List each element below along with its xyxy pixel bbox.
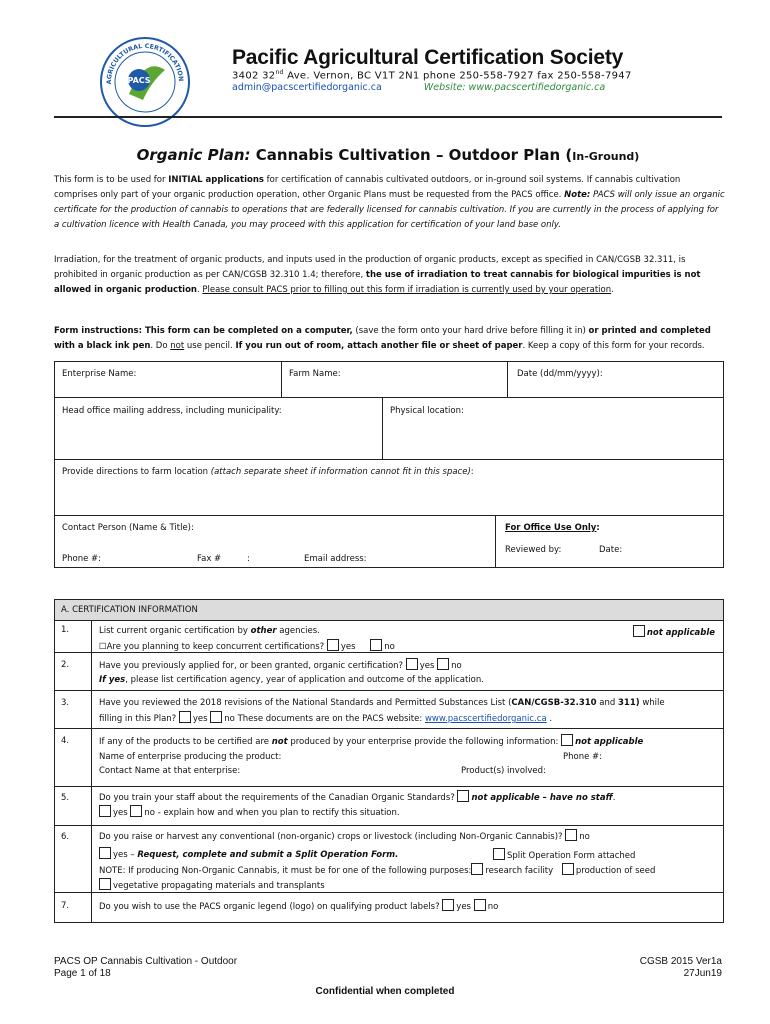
q3-no-checkbox[interactable]: [210, 711, 222, 723]
pacs-seal-icon: [99, 36, 191, 128]
q1-no-checkbox[interactable]: [370, 639, 382, 651]
section-heading: A. CERTIFICATION INFORMATION: [55, 600, 723, 621]
q3-yes-checkbox[interactable]: [179, 711, 191, 723]
confidential-notice: Confidential when completed: [315, 986, 455, 997]
q1-concurrent: ☐Are you planning to keep concurrent certifications? yes no: [99, 639, 719, 655]
q6-research-checkbox[interactable]: [471, 863, 483, 875]
fax-colon: :: [247, 554, 250, 564]
form-instructions: Form instructions: This form can be completed on a computer, (save the form onto your hard drive before filling it in) or printed and completed with a black ink pen. Do not use pencil. If you run out of room, attach another file or sheet of paper. Keep a copy of this form for your records.: [54, 326, 711, 351]
website-link[interactable]: Website: www.pacscertifiedorganic.ca: [423, 82, 606, 93]
q5-not-applicable-checkbox[interactable]: [457, 790, 469, 802]
q2-text: Have you previously applied for, or been granted, organic certification? yes no: [99, 658, 719, 674]
q5-no-checkbox[interactable]: [130, 805, 142, 817]
q6-split-option: Split Operation Form attached: [493, 848, 635, 863]
q6-veg-checkbox[interactable]: [99, 878, 111, 890]
date-field[interactable]: Date (dd/mm/yyyy):: [517, 369, 603, 379]
directions-field[interactable]: Provide directions to farm location (attach separate sheet if information cannot fit in this space):: [62, 467, 474, 477]
q5-text: Do you train your staff about the requirements of the Canadian Organic Standards? not applicable – have no staff.: [99, 790, 719, 806]
phone-field[interactable]: Phone #:: [62, 554, 102, 564]
q7-text: Do you wish to use the PACS organic legend (logo) on qualifying product labels? yes no: [99, 899, 719, 915]
q6-veg-option: vegetative propagating materials and transplants: [99, 878, 719, 894]
q3-text: Have you reviewed the 2018 revisions of the National Standards and Permitted Substances List (CAN/CGSB-32.310 and 311) while: [99, 698, 665, 708]
q4-products-field[interactable]: Product(s) involved:: [461, 766, 546, 776]
fax-field[interactable]: Fax #: [197, 554, 222, 564]
office-use-label: For Office Use Only:: [505, 523, 600, 533]
q2-no-checkbox[interactable]: [437, 658, 449, 670]
certification-info-table: [54, 599, 724, 923]
head-office-address-field[interactable]: Head office mailing address, including municipality:: [62, 406, 282, 416]
svg-text:PACIFIC AGRICULTURAL CERTIFICA: AGRICULTURAL CERTIFICATION: [105, 42, 185, 85]
enterprise-info-table: [54, 361, 724, 568]
q4-text: If any of the products to be certified are not produced by your enterprise provide the following information: not applicable: [99, 734, 719, 750]
q6-no-checkbox[interactable]: [565, 829, 577, 841]
page-title: Organic Plan: Cannabis Cultivation – Outdoor Plan (In-Ground): [136, 146, 640, 164]
farm-name-field[interactable]: Farm Name:: [289, 369, 341, 379]
q6-text: Do you raise or harvest any conventional (non-organic) crops or livestock (including Non-Organic Cannabis)? no: [99, 829, 719, 845]
physical-location-field[interactable]: Physical location:: [390, 406, 464, 416]
contact-person-field[interactable]: Contact Person (Name & Title):: [62, 523, 194, 533]
q7-number: 7.: [61, 901, 70, 911]
org-address: 3402 32nd Ave. Vernon, BC V1T 2N1 phone 250-558-7927 fax 250-558-7947: [232, 69, 632, 82]
q5-number: 5.: [61, 793, 70, 803]
pacs-website-link[interactable]: www.pacscertifiedorganic.ca: [424, 714, 547, 724]
q3-number: 3.: [61, 698, 70, 708]
q5-yes-checkbox[interactable]: [99, 805, 111, 817]
q2-yes-checkbox[interactable]: [406, 658, 418, 670]
footer-page-number: Page 1 of 18: [54, 968, 111, 979]
q6-seed-checkbox[interactable]: [562, 863, 574, 875]
q7-no-checkbox[interactable]: [474, 899, 486, 911]
q1-number: 1.: [61, 625, 70, 635]
q6-number: 6.: [61, 832, 70, 842]
q2-subtext: If yes, please list certification agency, year of application and outcome of the application.: [99, 675, 484, 685]
q1-yes-checkbox[interactable]: [327, 639, 339, 651]
q1-not-applicable-checkbox[interactable]: not applicable: [633, 625, 715, 638]
q4-contact-field[interactable]: Contact Name at that enterprise:: [99, 766, 241, 776]
footer-left: [54, 956, 237, 980]
footer-version: CGSB 2015 Ver1a: [639, 956, 722, 967]
q6-note: NOTE: If producing Non-Organic Cannabis, it must be for one of the following purposes: research facility production of seed: [99, 863, 719, 879]
svg-text:PACS: PACS: [127, 76, 151, 85]
q7-yes-checkbox[interactable]: [442, 899, 454, 911]
irradiation-consult-link: Please consult PACS prior to filling out this form if irradiation is currently used by your operation: [202, 285, 612, 295]
q4-enterprise-field[interactable]: Name of enterprise producing the product:: [99, 752, 282, 762]
q3-line2: filling in this Plan? yes no These documents are on the PACS website: www.pacscertifiedorganic.ca .: [99, 711, 719, 727]
reviewed-by-label: Reviewed by:: [505, 545, 562, 555]
q1-text: List current organic certification by other agencies.: [99, 626, 320, 636]
footer-date: 27Jun19: [683, 968, 722, 979]
q6-yes-option: yes – Request, complete and submit a Split Operation Form.: [99, 847, 719, 863]
footer-right: [640, 956, 722, 980]
footer-form-name: PACS OP Cannabis Cultivation - Outdoor: [54, 956, 238, 967]
enterprise-name-field[interactable]: Enterprise Name:: [62, 369, 137, 379]
irradiation-paragraph: Irradiation, for the treatment of organic products, and inputs used in the production of organic products, except as specified in CAN/CGSB 32.311, is prohibited in organic production as per CAN/CGSB 32.310 1.4; therefore, the use of irradiation to treat cannabis for biological impurities is not allowed in organic production. Please consult PACS prior to filling out this form if irradiation is currently used by your operation.: [54, 255, 701, 295]
email-link[interactable]: admin@pacscertifiedorganic.ca: [232, 82, 382, 93]
q4-phone-field[interactable]: Phone #:: [563, 752, 603, 762]
org-name: Pacific Agricultural Certification Society: [232, 46, 624, 69]
q4-not-applicable-checkbox[interactable]: [561, 734, 573, 746]
review-date-label: Date:: [599, 545, 623, 555]
q5-options: yes no - explain how and when you plan to rectify this situation.: [99, 805, 719, 821]
q2-number: 2.: [61, 660, 70, 670]
q4-number: 4.: [61, 736, 70, 746]
q6-yes-checkbox[interactable]: [99, 847, 111, 859]
email-field[interactable]: Email address:: [304, 554, 367, 564]
pacs-logo: [99, 36, 191, 128]
org-contact: [232, 82, 605, 93]
q6-split-checkbox[interactable]: [493, 848, 505, 860]
intro-paragraph: This form is to be used for INITIAL applications for certification of cannabis cultivated outdoors, or in-ground soil systems. If cannabis cultivation comprises only part of your organic production operation, other Organic Plans must be requested from the PACS office. Note: PACS will only issue an organic certificate for the production of cannabis to operations that are federally licensed for cannabis cultivation. If you are currently in the process of applying for a cultivation licence with Health Canada, you may proceed with this application for certification of your land base only.: [54, 175, 725, 230]
header-divider: [54, 116, 722, 118]
